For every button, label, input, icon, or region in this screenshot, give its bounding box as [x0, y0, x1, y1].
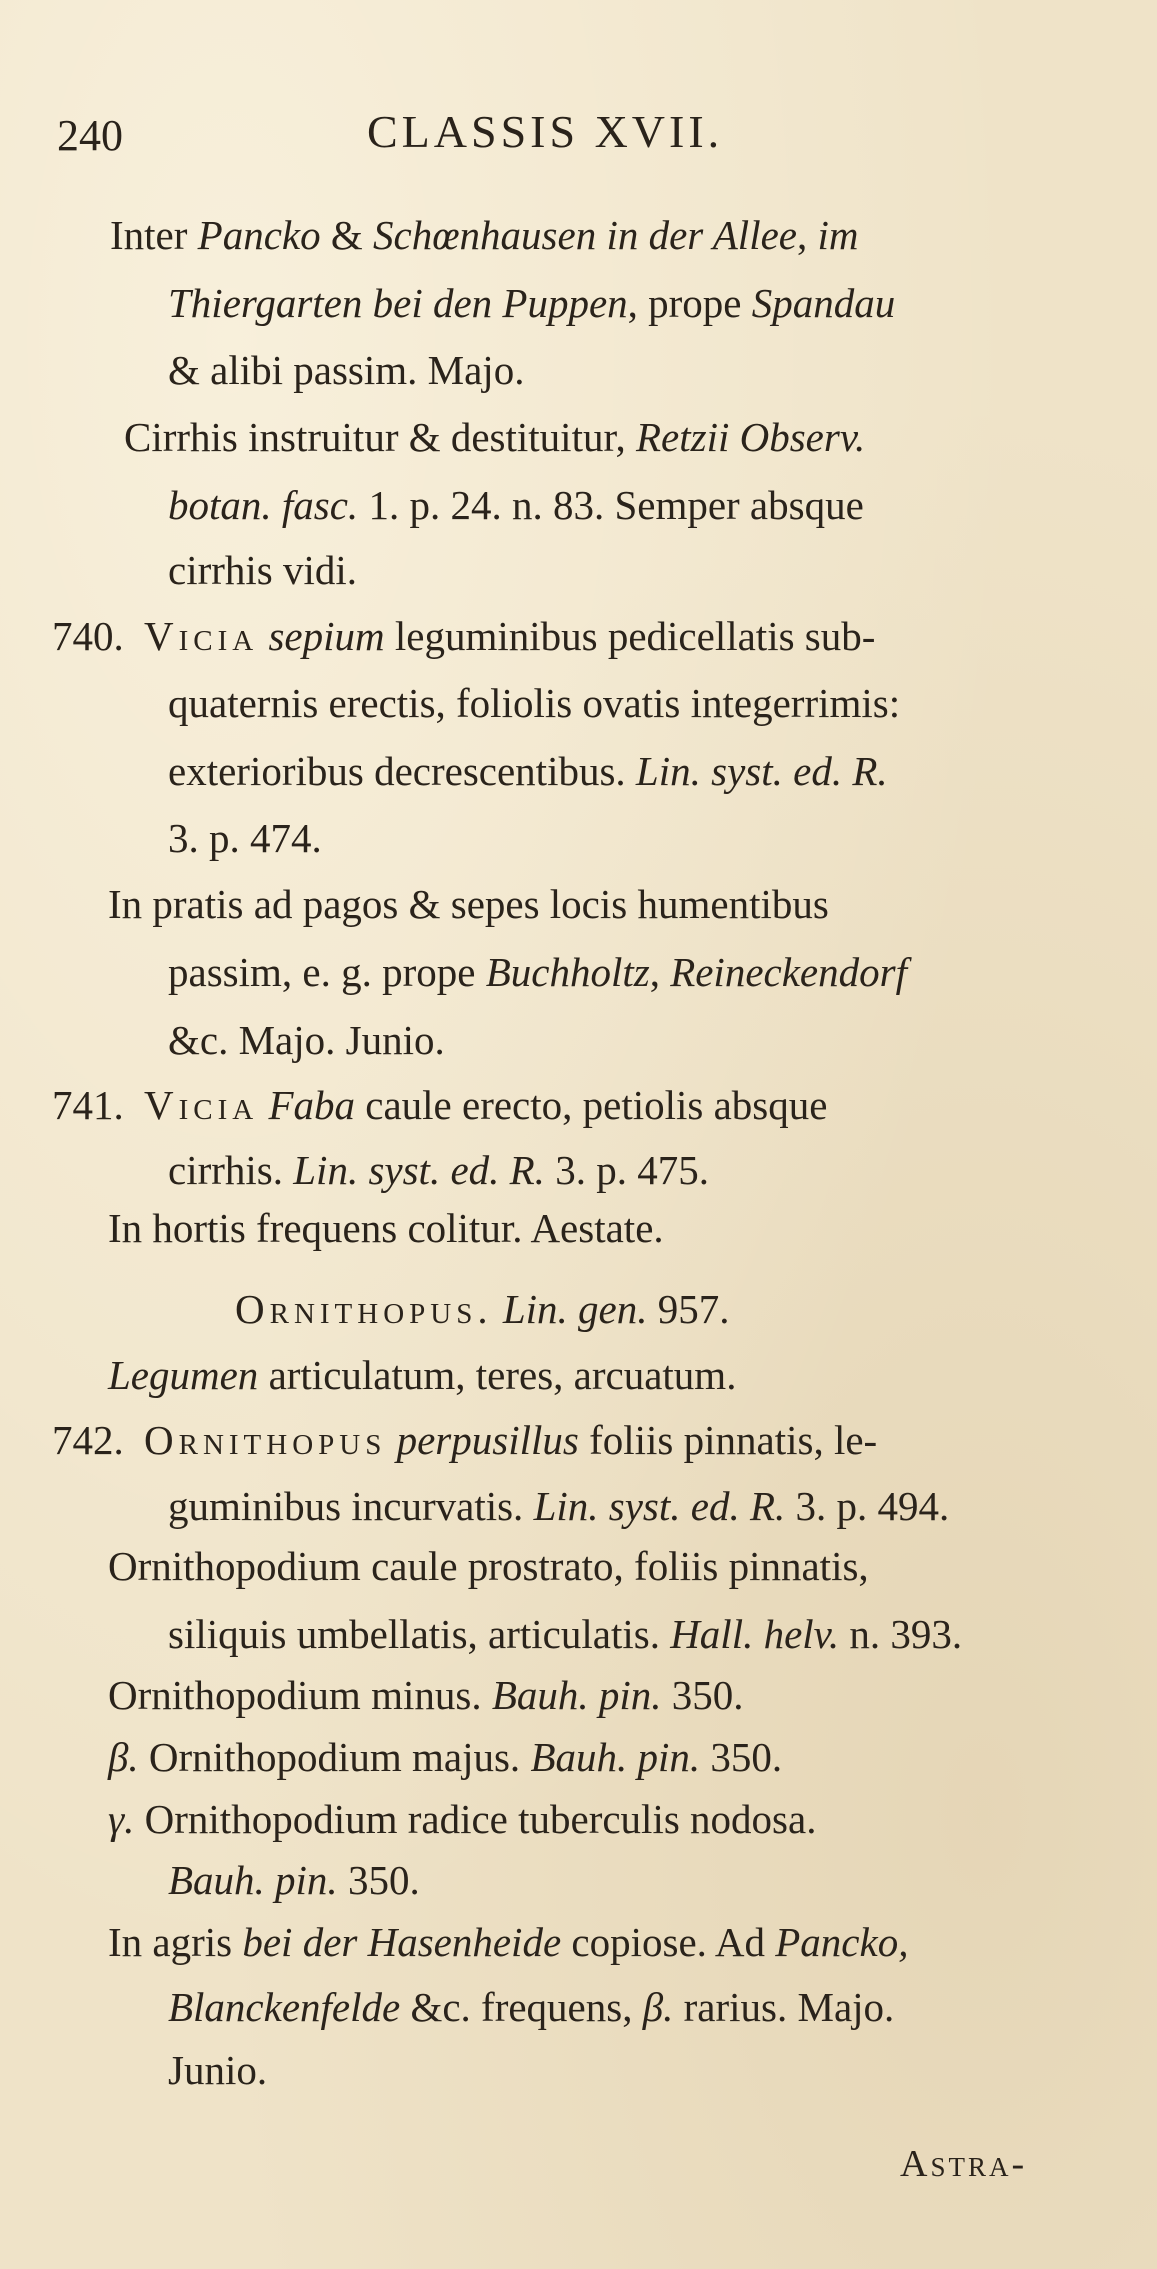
text-line: [168, 1476, 949, 1536]
page-number: 240: [57, 111, 123, 160]
entry-742-line: [52, 1410, 877, 1470]
citation: Bauh. pin.: [168, 1857, 338, 1903]
text: leguminibus pedicellatis sub-: [384, 613, 876, 659]
text: cirrhis vidi.: [168, 547, 358, 593]
text: Ornithopodium minus.: [108, 1672, 492, 1718]
text: , prope: [627, 280, 752, 326]
place-name: Pancko,: [775, 1919, 909, 1965]
place-name: Buchholtz: [485, 949, 650, 995]
text-line: [168, 475, 864, 535]
citation: Bauh. pin.: [491, 1672, 662, 1718]
text-line: [168, 741, 888, 801]
text: In agris: [108, 1919, 243, 1965]
running-head: CLASSIS XVII.: [367, 106, 724, 157]
text-line: [168, 1850, 420, 1910]
text: cirrhis.: [168, 1147, 294, 1193]
text: n. 393.: [839, 1611, 963, 1657]
text-line: [168, 1140, 709, 1200]
genus-character: [108, 1345, 736, 1405]
place-name: Schœnhausen in der Allee: [373, 212, 797, 258]
text-line: [108, 1198, 664, 1258]
place-name: Spandau: [751, 280, 896, 326]
text-line: [108, 1912, 908, 1972]
text: copiose. Ad: [561, 1919, 776, 1965]
text: caule erecto, petiolis absque: [355, 1082, 828, 1128]
text: ,: [649, 949, 671, 995]
text-line: [110, 205, 859, 265]
citation: Lin. syst. ed. R.: [293, 1147, 545, 1193]
text: Junio.: [168, 2047, 268, 2093]
entry-number: 741.: [52, 1082, 124, 1128]
citation: Retzii Observ.: [635, 414, 866, 460]
genus-name: Vicia: [144, 1082, 259, 1128]
text: exterioribus decrescentibus.: [168, 748, 636, 794]
genus-heading: [235, 1279, 730, 1339]
text: foliis pinnatis, le-: [578, 1417, 878, 1463]
text: rarius. Majo.: [673, 1984, 895, 2030]
citation: Bauh. pin.: [530, 1734, 701, 1780]
text: Ornithopodium radice tuberculis nodosa.: [134, 1796, 817, 1842]
citation: Lin. syst. ed. R.: [533, 1483, 786, 1529]
text: siliquis umbellatis, articulatis.: [168, 1611, 671, 1657]
text: 350.: [337, 1857, 420, 1903]
entry-741-line: [52, 1075, 827, 1135]
text-line: [108, 1665, 744, 1725]
variety-beta: [108, 1727, 782, 1787]
entry-740-line: [52, 606, 875, 666]
variety-mark: γ.: [108, 1796, 135, 1842]
text-line: [168, 340, 524, 400]
text: Cirrhis instruitur & destituitur,: [124, 414, 636, 460]
text: ,: [797, 212, 818, 258]
text: 3. p. 475.: [544, 1147, 709, 1193]
citation: Hall. helv.: [670, 1611, 840, 1657]
text: Ornithopodium majus.: [138, 1734, 531, 1780]
text-line: [124, 407, 865, 467]
citation: Lin. syst. ed. R.: [635, 748, 888, 794]
text: & alibi passim. Majo.: [168, 347, 525, 393]
text: &: [320, 212, 374, 258]
text: 1. p. 24. n. 83. Semper absque: [358, 482, 864, 528]
text: guminibus incurvatis.: [168, 1483, 534, 1529]
genus-name: Vicia: [144, 613, 259, 659]
text-line: [168, 673, 900, 733]
place-name: Reineckendorf: [670, 949, 907, 995]
text: &c. frequens,: [400, 1984, 643, 2030]
citation: botan. fasc.: [168, 482, 359, 528]
variety-mark: β.: [108, 1734, 139, 1780]
place-name: Pancko: [197, 212, 321, 258]
text: 350.: [700, 1734, 783, 1780]
genus-name: Ornithopus.: [235, 1286, 493, 1332]
text: 350.: [661, 1672, 744, 1718]
text: 957.: [647, 1286, 730, 1332]
citation: Lin. gen.: [502, 1286, 648, 1332]
text-line: [168, 1604, 962, 1664]
species-name: sepium: [268, 613, 385, 659]
catchword: Astra-: [900, 2143, 1028, 2185]
text: 3. p. 474.: [168, 815, 322, 861]
text: Ornithopodium caule prostrato, foliis pinnatis,: [108, 1543, 869, 1589]
genus-name: Ornithopus: [144, 1417, 387, 1463]
entry-number: 740.: [52, 613, 124, 659]
species-name: Faba: [268, 1082, 356, 1128]
text-line: [168, 942, 907, 1002]
text-line: [168, 1977, 894, 2037]
text-line: [168, 273, 895, 333]
text-line: [168, 2040, 267, 2100]
text-line: [168, 1010, 445, 1070]
place-name: bei der Hasenheide: [242, 1919, 562, 1965]
text-line: [108, 874, 829, 934]
place-name: Thiergarten bei den Puppen: [168, 280, 628, 326]
text: articulatum, teres, arcuatum.: [258, 1352, 737, 1398]
text: In pratis ad pagos & sepes locis humentibus: [108, 881, 829, 927]
text: quaternis erectis, foliolis ovatis integerrimis:: [168, 680, 901, 726]
variety-gamma: [108, 1789, 816, 1849]
text: In hortis frequens colitur. Aestate.: [108, 1205, 664, 1251]
text: &c. Majo. Junio.: [168, 1017, 445, 1063]
entry-number: 742.: [52, 1417, 124, 1463]
place-name: Blanckenfelde: [168, 1984, 401, 2030]
text: passim, e. g. prope: [168, 949, 486, 995]
text: Inter: [110, 212, 198, 258]
variety-mark: β.: [642, 1984, 674, 2030]
text-line: [168, 540, 357, 600]
text: 3. p. 494.: [785, 1483, 950, 1529]
text-line: [108, 1536, 869, 1596]
text-line: [168, 808, 322, 868]
term: Legumen: [108, 1352, 259, 1398]
species-name: perpusillus: [396, 1417, 579, 1463]
place-name: im: [817, 212, 859, 258]
